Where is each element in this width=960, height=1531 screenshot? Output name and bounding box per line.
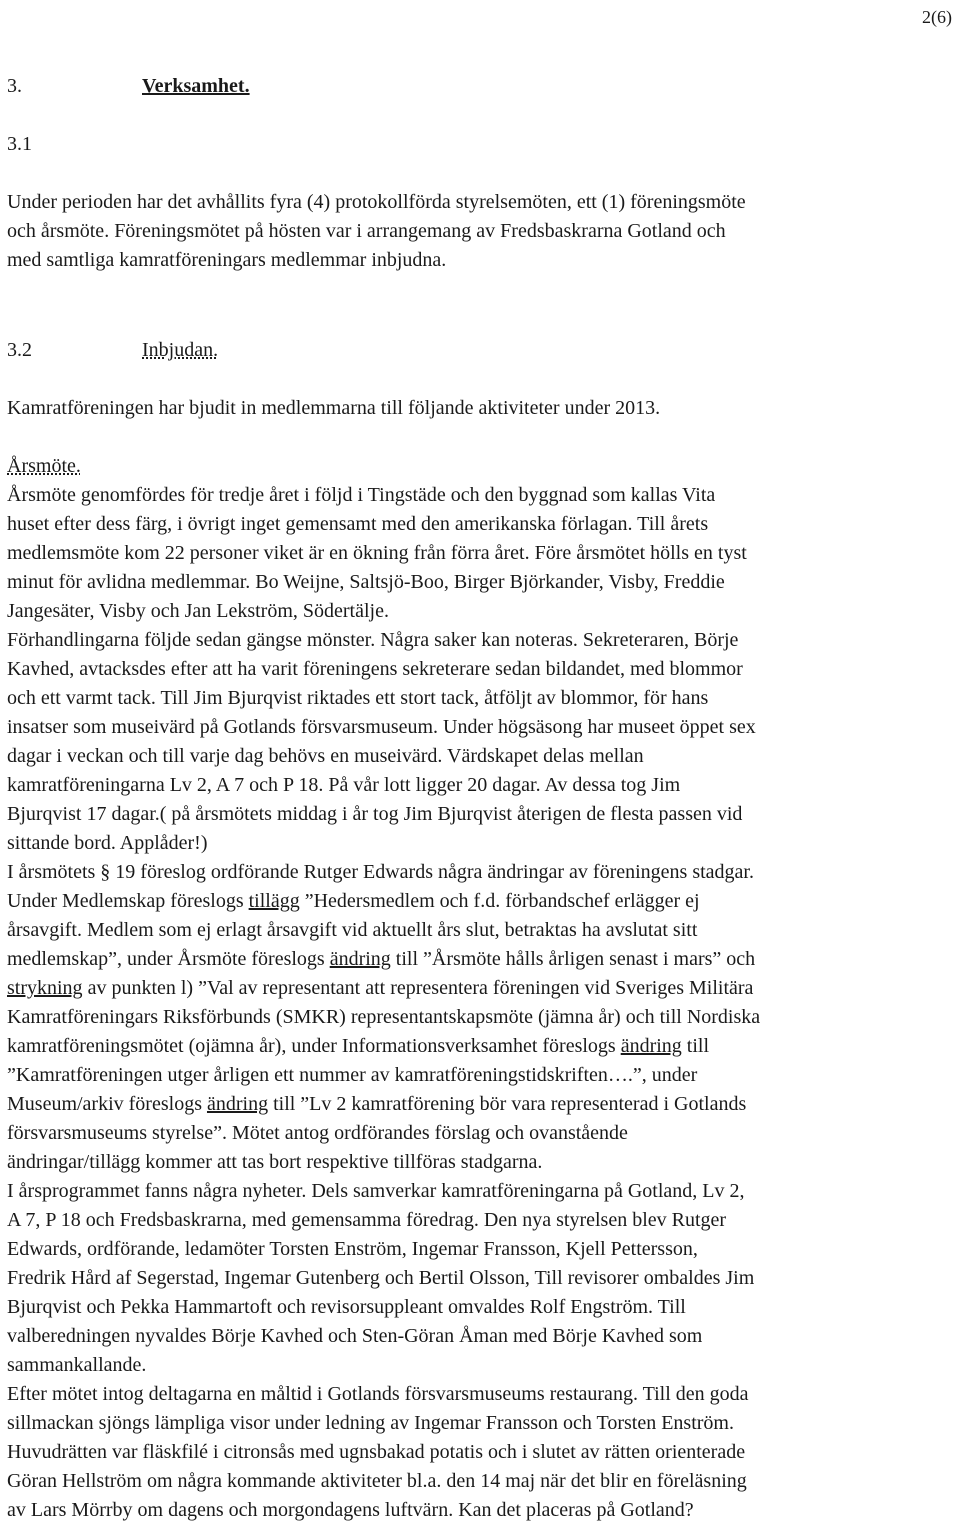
text-line: årsavgift. Medlem som ej erlagt årsavgift vid aktuellt års slut, betraktas ha avslutat sitt	[7, 919, 698, 941]
page-number: 2(6)	[922, 7, 952, 27]
text-line: Huvudrätten var fläskfilé i citronsås med ugnsbakad potatis och i slutet av rätten orienterade	[7, 1441, 746, 1463]
text-line: ändringar/tillägg kommer att tas bort respektive tillföras stadgarna.	[7, 1151, 543, 1173]
section-number: 3.2	[7, 339, 32, 361]
arsmote-heading	[7, 452, 957, 481]
underlined-word: tillägg	[248, 890, 300, 912]
section-3-heading	[7, 72, 250, 101]
text-line: Bjurqvist 17 dagar.( på årsmötets middag i år tog Jim Bjurqvist återigen de flesta passen vid	[7, 803, 743, 825]
section-3-2-heading	[7, 336, 218, 365]
text-line: Förhandlingarna följde sedan gängse mönster. Några saker kan noteras. Sekreteraren, Börje	[7, 629, 739, 651]
text-line: medlemskap”, under Årsmöte föreslogs ändring till ”Årsmöte hålls årligen senast i mars” och	[7, 948, 756, 970]
text-line: dagar i veckan och till varje dag behövs en museivärd. Värdskapet delas mellan	[7, 745, 644, 767]
text-line: huset efter dess färg, i övrigt inget gemensamt med den amerikanska förlagan. Till årets	[7, 513, 709, 535]
underlined-word: ändring	[206, 1093, 269, 1115]
text-line: Under perioden har det avhållits fyra (4) protokollförda styrelsemöten, ett (1) föreningsmöte	[7, 191, 746, 213]
section-3-1-paragraph	[7, 188, 957, 275]
text-line: Efter mötet intog deltagarna en måltid i Gotlands försvarsmuseums restaurang. Till den goda	[7, 1383, 749, 1405]
text-line: kamratföreningsmötet (ojämna år), under Informationsverksamhet föreslogs ändring till	[7, 1035, 710, 1057]
text-line: I årsmötets § 19 föreslog ordförande Rutger Edwards några ändringar av föreningens stadgar.	[7, 861, 754, 883]
text-line: Kamratföreningen har bjudit in medlemmarna till följande aktiviteter under 2013.	[7, 397, 661, 419]
text-line: valberedningen nyvaldes Börje Kavhed och Sten-Göran Åman med Börje Kavhed som	[7, 1325, 703, 1347]
text-line: ”Kamratföreningen utger årligen ett nummer av kamratföreningstidskriften….”, under	[7, 1064, 698, 1086]
text-line: Jangesäter, Visby och Jan Lekström, Södertälje.	[7, 600, 389, 622]
subsection-title: Årsmöte.	[7, 455, 81, 477]
text-line: Kamratföreningars Riksförbunds (SMKR) representantskapsmöte (jämna år) och till Nordiska	[7, 1006, 761, 1028]
text-line: med samtliga kamratföreningars medlemmar inbjudna.	[7, 249, 447, 271]
underlined-word: ändring	[620, 1035, 682, 1057]
text-line: minut för avlidna medlemmar. Bo Weijne, Saltsjö-Boo, Birger Björkander, Visby, Freddie	[7, 571, 725, 593]
text-line: försvarsmuseums styrelse”. Mötet antog ordförandes förslag och ovanstående	[7, 1122, 628, 1144]
text-line: Kavhed, avtacksdes efter att ha varit föreningens sekreterare sedan bildandet, med blommor	[7, 658, 743, 680]
arsmote-body	[7, 481, 957, 1525]
text-line: Museum/arkiv föreslogs ändring till ”Lv 2 kamratförening bör vara representerad i Gotlands	[7, 1093, 747, 1115]
underlined-word: ändring	[329, 948, 391, 970]
text-line: och årsmöte. Föreningsmötet på hösten var i arrangemang av Fredsbaskrarna Gotland och	[7, 220, 726, 242]
underlined-word: strykning	[7, 977, 83, 999]
text-line: Årsmöte genomfördes för tredje året i följd i Tingstäde och den byggnad som kallas Vita	[7, 484, 716, 506]
text-line: strykning av punkten l) ”Val av representant att representera föreningen vid Sveriges Militära	[7, 977, 754, 999]
section-number: 3.	[7, 75, 22, 97]
text-line: medlemsmöte kom 22 personer viket är en ökning från förra året. Före årsmötet hölls en tyst	[7, 542, 747, 564]
section-3-2-paragraph	[7, 394, 957, 423]
section-number: 3.1	[7, 133, 32, 155]
section-title: Inbjudan.	[142, 339, 219, 361]
section-3-1-heading	[7, 130, 142, 159]
text-line: A 7, P 18 och Fredsbaskrarna, med gemensamma föredrag. Den nya styrelsen blev Rutger	[7, 1209, 727, 1231]
text-line: Bjurqvist och Pekka Hammartoft och revisorsuppleant omvaldes Rolf Engström. Till	[7, 1296, 686, 1318]
text-line: och ett varmt tack. Till Jim Bjurqvist riktades ett stort tack, åtföljt av blommor, för hans	[7, 687, 709, 709]
text-line: Under Medlemskap föreslogs tillägg ”Hedersmedlem och f.d. förbandschef erlägger ej	[7, 890, 700, 912]
text-line: insatser som museivärd på Gotlands försvarsmuseum. Under högsäsong har museet öppet sex	[7, 716, 756, 738]
text-line: sammankallande.	[7, 1354, 147, 1376]
text-line: sittande bord. Applåder!)	[7, 832, 208, 854]
text-line: Göran Hellström om några kommande aktiviteter bl.a. den 14 maj när det blir en föreläsning	[7, 1470, 747, 1492]
text-line: Fredrik Hård af Segerstad, Ingemar Gutenberg och Bertil Olsson, Till revisorer ombaldes Jim	[7, 1267, 755, 1289]
text-line: sillmackan sjöngs lämpliga visor under ledning av Ingemar Fransson och Torsten Enström.	[7, 1412, 734, 1434]
text-line: kamratföreningarna Lv 2, A 7 och P 18. På vår lott ligger 20 dagar. Av dessa tog Jim	[7, 774, 681, 796]
section-title: Verksamhet.	[142, 75, 250, 97]
text-line: av Lars Mörrby om dagens och morgondagens luftvärn. Kan det placeras på Gotland?	[7, 1499, 694, 1521]
text-line: I årsprogrammet fanns några nyheter. Dels samverkar kamratföreningarna på Gotland, Lv 2,	[7, 1180, 745, 1202]
text-line: Edwards, ordförande, ledamöter Torsten Enström, Ingemar Fransson, Kjell Pettersson,	[7, 1238, 698, 1260]
